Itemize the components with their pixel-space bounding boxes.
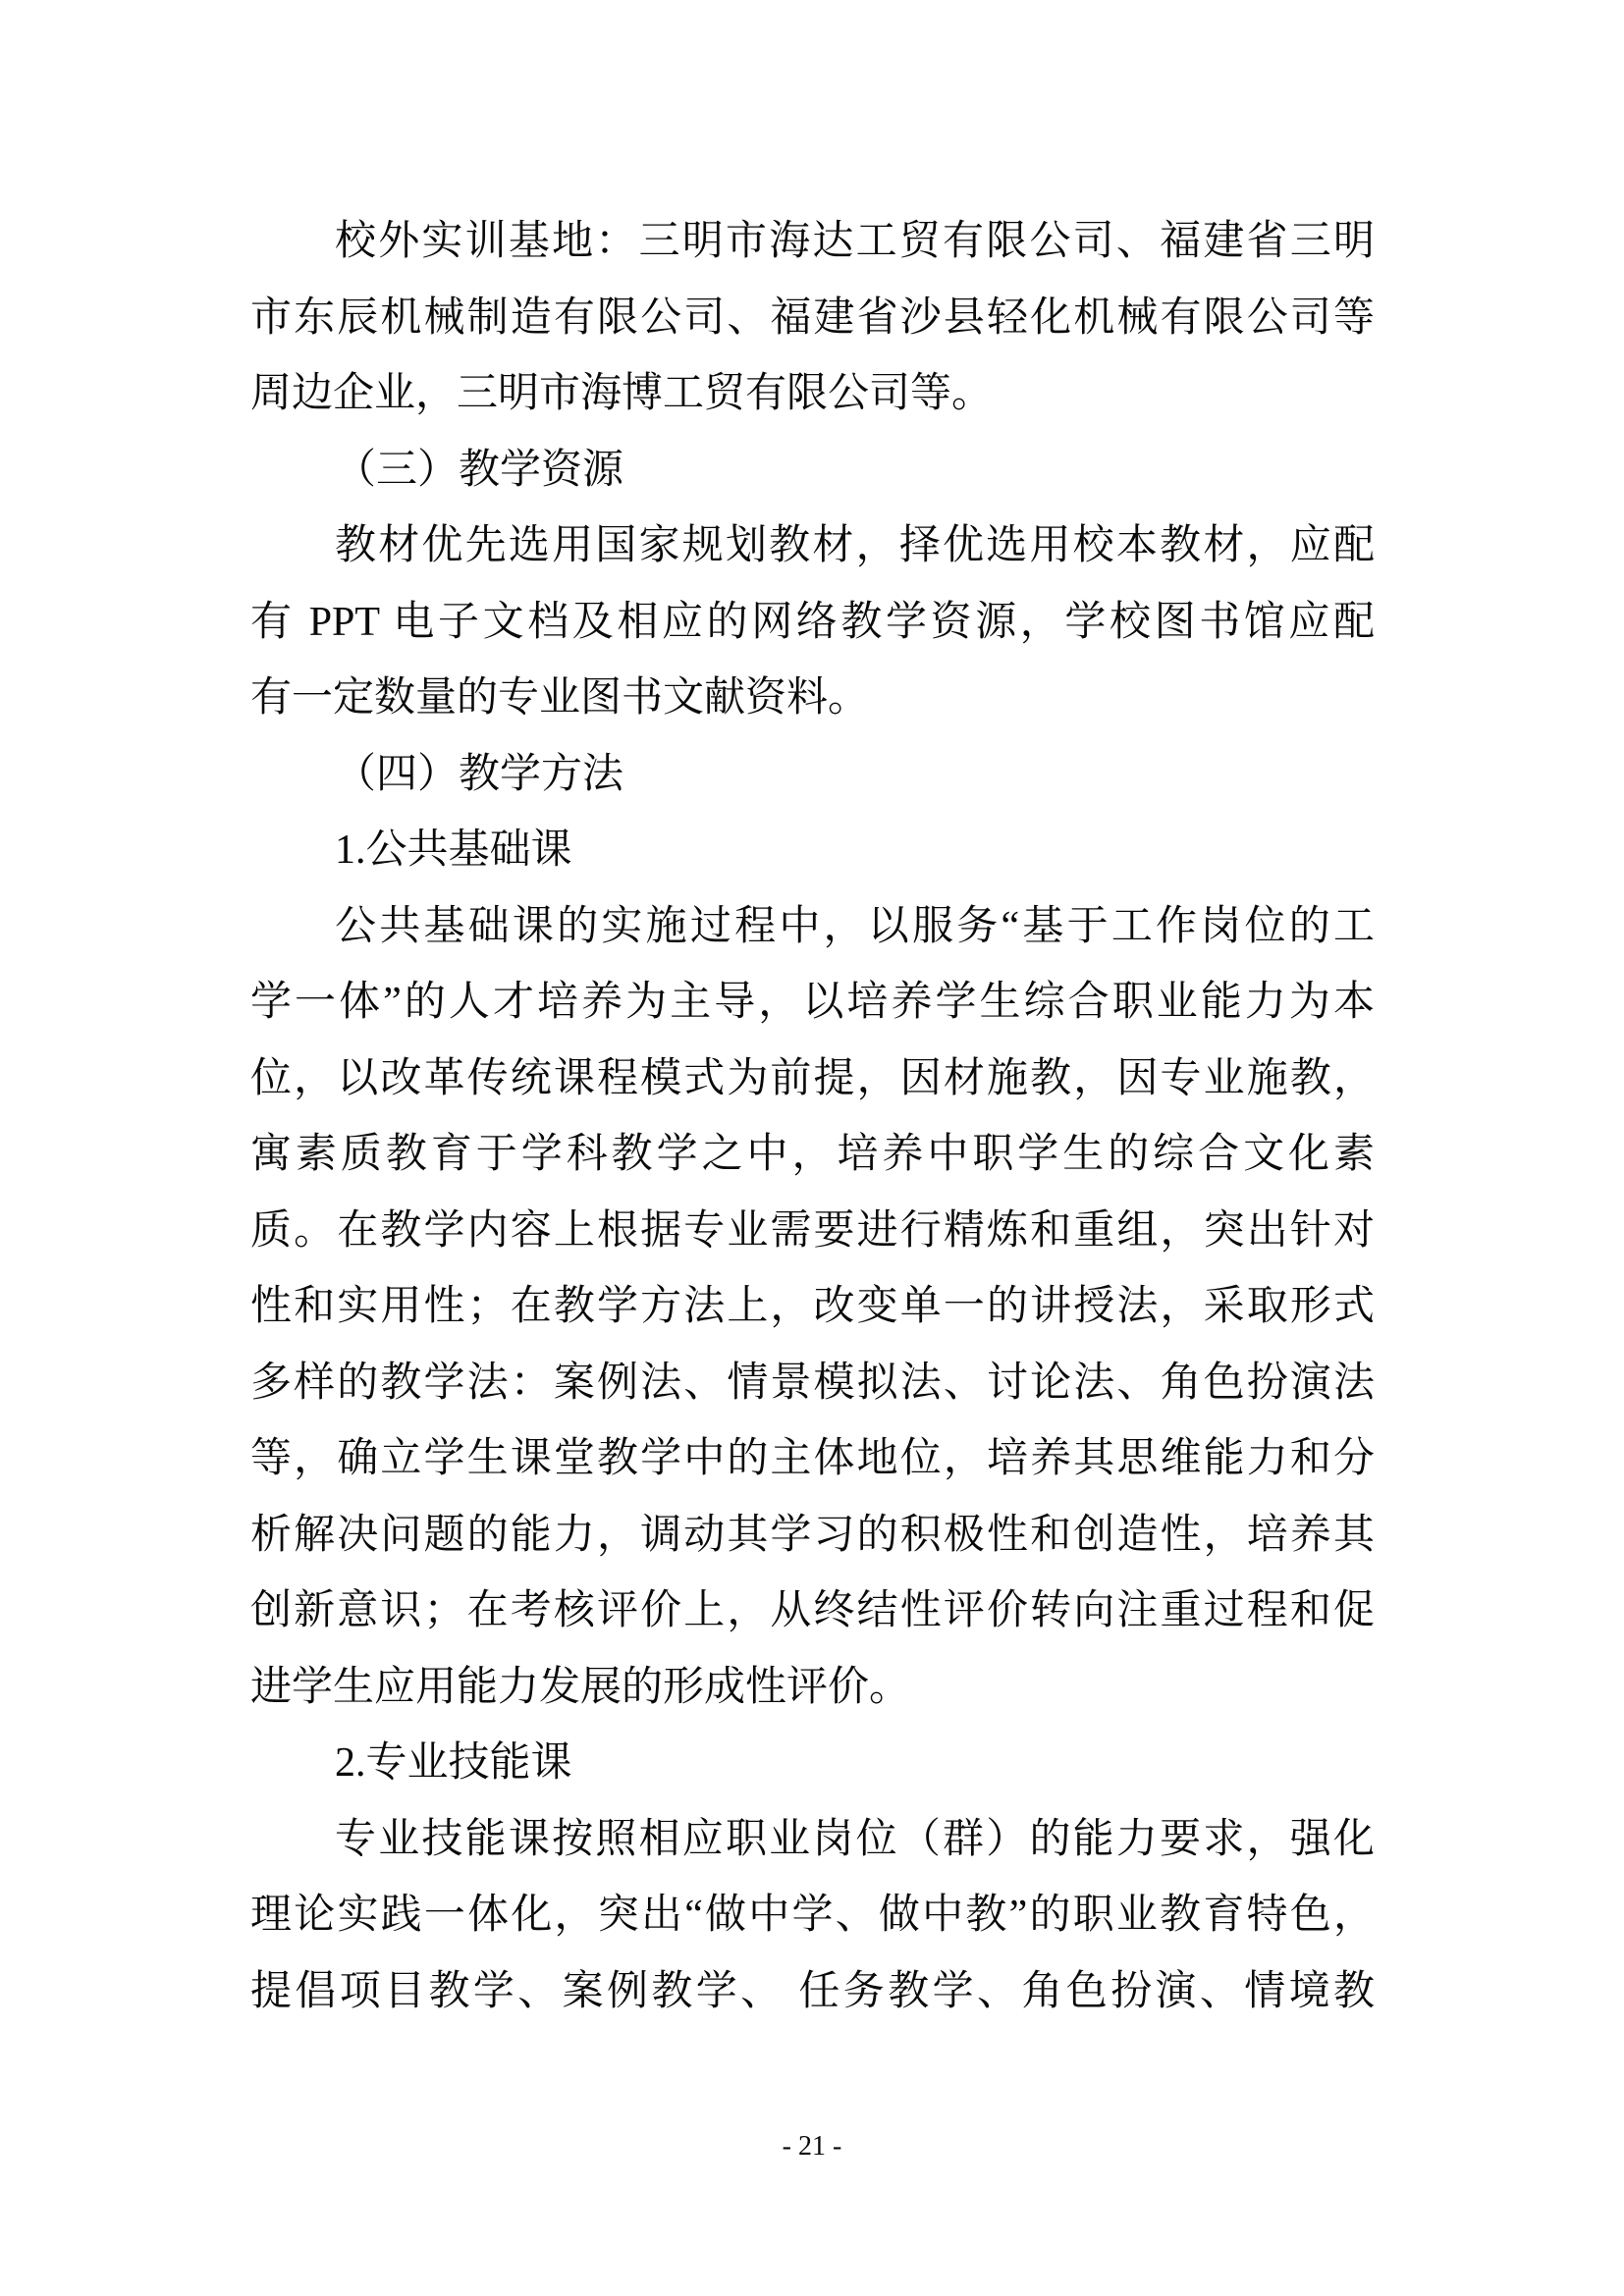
text-line: 创新意识；在考核评价上，从终结性评价转向注重过程和促 xyxy=(250,1588,1375,1633)
text-line: 有 PPT 电子文档及相应的网络教学资源，学校图书馆应配 xyxy=(250,599,1375,645)
text-line: 提倡项目教学、案例教学、 任务教学、角色扮演、情境教 xyxy=(250,1968,1375,2014)
text-line: 专业技能课按照相应职业岗位（群）的能力要求，强化 xyxy=(335,1816,1375,1862)
text-line: 多样的教学法：案例法、情景模拟法、讨论法、角色扮演法 xyxy=(250,1360,1375,1406)
text-line: 有一定数量的专业图书文献资料。 xyxy=(250,675,870,721)
text-line: 性和实用性；在教学方法上，改变单一的讲授法，采取形式 xyxy=(250,1284,1375,1329)
text-line: 析解决问题的能力，调动其学习的积极性和创造性，培养其 xyxy=(250,1512,1375,1558)
text-line: 质。在教学内容上根据专业需要进行精炼和重组，突出针对 xyxy=(250,1207,1375,1254)
text-line: 进学生应用能力发展的形成性评价。 xyxy=(250,1664,911,1710)
text-line: 市东辰机械制造有限公司、福建省沙县轻化机械有限公司等 xyxy=(250,294,1375,341)
text-line: 校外实训基地：三明市海达工贸有限公司、福建省三明 xyxy=(335,219,1375,264)
section-heading: （四）教学方法 xyxy=(335,751,624,797)
page-footer xyxy=(0,2131,1624,2163)
text-line: 周边企业，三明市海博工贸有限公司等。 xyxy=(250,371,994,416)
text-line: 等，确立学生课堂教学中的主体地位，培养其思维能力和分 xyxy=(250,1436,1375,1481)
document-body xyxy=(250,204,1375,2030)
subsection-heading: 1.公共基础课 xyxy=(335,828,572,873)
text-line: 学一体”的人才培养为主导，以培养学生综合职业能力为本 xyxy=(250,980,1375,1025)
page-number: - 21 - xyxy=(782,2131,842,2162)
text-line: 理论实践一体化，突出“做中学、做中教”的职业教育特色， xyxy=(250,1893,1375,1938)
text-line: 位，以改革传统课程模式为前提，因材施教，因专业施教， xyxy=(250,1055,1375,1101)
section-heading: （三）教学资源 xyxy=(335,447,624,493)
text-line: 公共基础课的实施过程中，以服务“基于工作岗位的工 xyxy=(335,903,1375,949)
subsection-heading: 2.专业技能课 xyxy=(335,1740,572,1786)
text-line: 寓素质教育于学科教学之中，培养中职学生的综合文化素 xyxy=(250,1132,1375,1177)
text-line: 教材优先选用国家规划教材，择优选用校本教材，应配 xyxy=(335,523,1375,568)
